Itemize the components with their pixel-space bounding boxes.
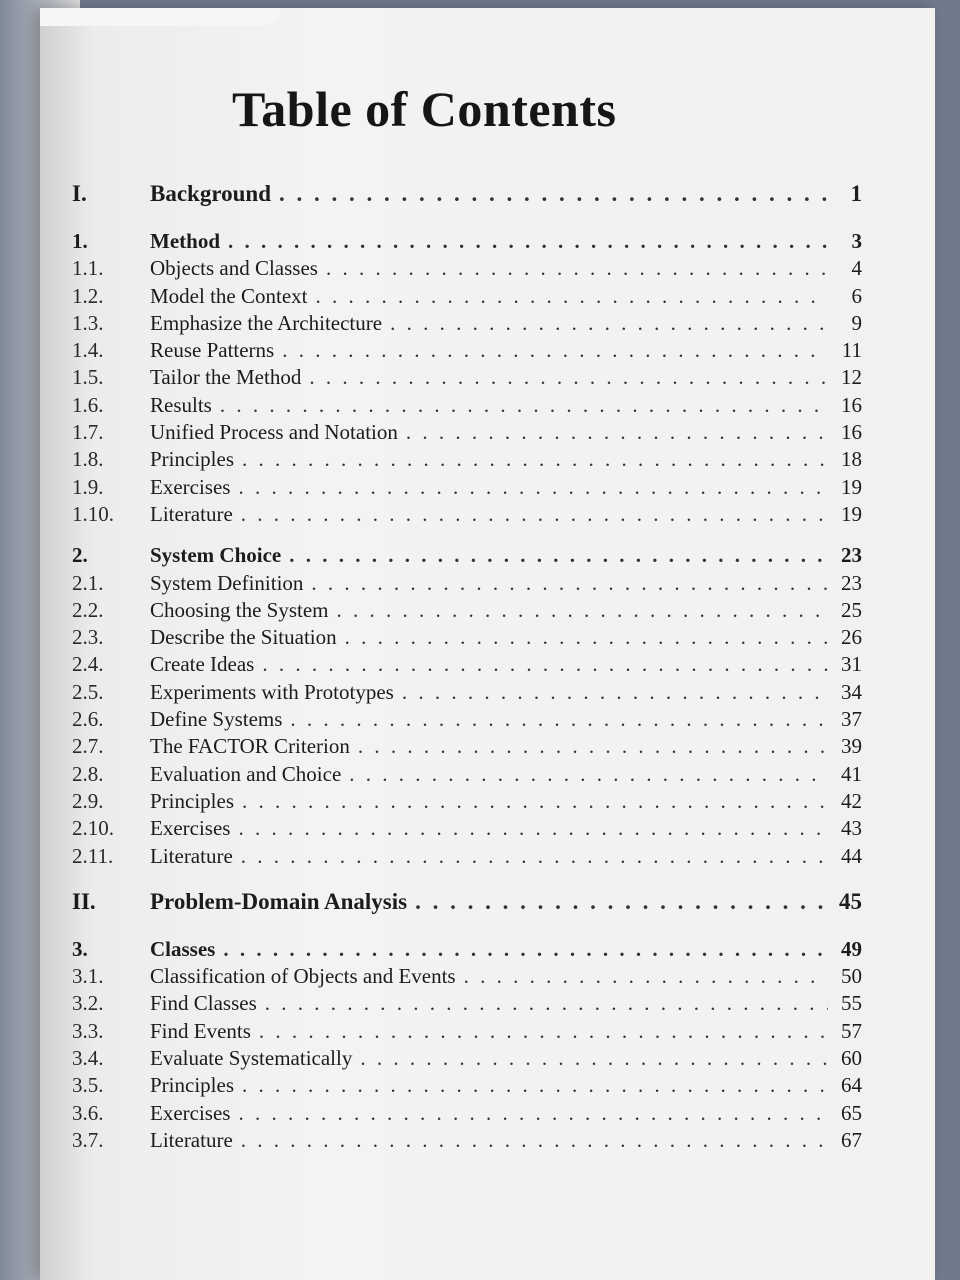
toc-entry-title: Literature xyxy=(150,501,233,526)
toc-entry-section xyxy=(72,597,862,624)
dot-leader xyxy=(390,310,828,337)
toc-entry-number: II. xyxy=(72,888,96,914)
toc-entry-title: Find Events xyxy=(150,1018,251,1043)
toc-entry-page-number: 26 xyxy=(841,625,862,650)
toc-entry-number: 1. xyxy=(72,229,88,253)
dot-leader xyxy=(262,651,828,678)
toc-entry-number: 1.2. xyxy=(72,283,104,308)
toc-entry-section xyxy=(72,679,862,706)
dot-leader xyxy=(242,446,828,473)
toc-entry-number: 1.9. xyxy=(72,474,104,499)
toc-entry-section xyxy=(72,501,862,528)
toc-entry-section xyxy=(72,255,862,282)
toc-entry-section xyxy=(72,706,862,733)
toc-entry-title: Reuse Patterns xyxy=(150,338,275,363)
toc-entry-section xyxy=(72,392,862,419)
toc-entry-page-number: 16 xyxy=(841,392,862,417)
dot-leader xyxy=(309,364,828,391)
toc-entry-number: 2.4. xyxy=(72,652,104,677)
toc-entry-number: 1.10. xyxy=(72,501,114,526)
dot-leader xyxy=(265,990,828,1017)
toc-entry-section xyxy=(72,1018,862,1045)
toc-entry-section xyxy=(72,364,862,391)
toc-entry-number: 2. xyxy=(72,543,88,568)
toc-entry-number: 2.9. xyxy=(72,788,104,813)
toc-entry-number: 2.11. xyxy=(72,843,114,868)
dot-leader xyxy=(360,1045,828,1072)
toc-entry-page-number: 55 xyxy=(841,991,862,1016)
toc-entry-number: 2.2. xyxy=(72,597,104,622)
toc-entry-section xyxy=(72,788,862,815)
toc-entry-page-number: 50 xyxy=(841,964,862,989)
toc-entry-title: Find Classes xyxy=(150,991,257,1016)
toc-entry-section xyxy=(72,1045,862,1072)
dot-leader xyxy=(290,706,828,733)
dot-leader xyxy=(238,1100,828,1127)
dot-leader xyxy=(279,180,828,207)
page-title: Table of Contents xyxy=(232,81,617,137)
dot-leader xyxy=(311,570,828,597)
toc-entry-page-number: 37 xyxy=(841,707,862,732)
toc-entry-number: 3. xyxy=(72,936,88,961)
toc-entry-title: System Choice xyxy=(150,543,282,568)
toc-entry-number: 3.2. xyxy=(72,991,104,1016)
toc-entry-part xyxy=(72,888,862,922)
toc-entry-page-number: 43 xyxy=(841,816,862,841)
dot-leader xyxy=(326,255,828,282)
toc-entry-section xyxy=(72,310,862,337)
toc-list xyxy=(72,180,862,1154)
toc-entry-section xyxy=(72,651,862,678)
toc-entry-page-number: 57 xyxy=(841,1018,862,1043)
toc-entry-title: The FACTOR Criterion xyxy=(150,734,350,759)
toc-entry-page-number: 16 xyxy=(841,420,862,445)
toc-entry-title: Results xyxy=(150,392,212,417)
toc-entry-page-number: 3 xyxy=(851,229,862,253)
toc-entry-number: 2.7. xyxy=(72,734,104,759)
toc-entry-page-number: 64 xyxy=(841,1073,862,1098)
dot-leader xyxy=(282,337,828,364)
toc-entry-title: Classes xyxy=(150,936,216,961)
toc-entry-page-number: 60 xyxy=(841,1046,862,1071)
toc-entry-title: Problem-Domain Analysis xyxy=(150,888,408,914)
toc-entry-page-number: 23 xyxy=(841,543,862,568)
toc-entry-number: 1.4. xyxy=(72,338,104,363)
toc-entry-title: Principles xyxy=(150,1073,234,1098)
toc-entry-title: System Definition xyxy=(150,570,304,595)
toc-entry-section xyxy=(72,337,862,364)
toc-entry-chapter xyxy=(72,542,862,569)
toc-entry-title: Model the Context xyxy=(150,283,308,308)
toc-entry-title: Literature xyxy=(150,843,233,868)
toc-entry-page-number: 67 xyxy=(841,1127,862,1152)
toc-entry-page-number: 41 xyxy=(841,761,862,786)
toc-entry-title: Define Systems xyxy=(150,707,283,732)
toc-entry-page-number: 19 xyxy=(841,474,862,499)
toc-entry-page-number: 45 xyxy=(839,888,862,914)
toc-entry-part xyxy=(72,180,862,214)
toc-entry-section xyxy=(72,815,862,842)
toc-entry-number: 2.3. xyxy=(72,625,104,650)
toc-entry-title: Experiments with Prototypes xyxy=(150,679,394,704)
toc-entry-section xyxy=(72,474,862,501)
toc-entry-number: 2.10. xyxy=(72,816,114,841)
dot-leader xyxy=(238,815,828,842)
toc-entry-page-number: 1 xyxy=(850,181,862,206)
toc-entry-title: Exercises xyxy=(150,816,231,841)
toc-entry-title: Tailor the Method xyxy=(150,365,302,390)
toc-entry-title: Principles xyxy=(150,788,234,813)
dot-leader xyxy=(406,419,828,446)
toc-entry-title: Evaluate Systematically xyxy=(150,1046,353,1071)
toc-entry-number: 2.5. xyxy=(72,679,104,704)
dot-leader xyxy=(238,474,828,501)
dot-leader xyxy=(345,624,828,651)
dot-leader xyxy=(241,1127,828,1154)
dot-leader xyxy=(242,1072,828,1099)
toc-entry-number: 2.6. xyxy=(72,707,104,732)
dot-leader xyxy=(415,888,828,915)
toc-entry-section xyxy=(72,570,862,597)
toc-entry-number: 3.6. xyxy=(72,1100,104,1125)
toc-entry-number: 3.5. xyxy=(72,1073,104,1098)
toc-entry-number: 1.1. xyxy=(72,256,104,281)
toc-entry-number: 2.8. xyxy=(72,761,104,786)
dot-leader xyxy=(228,228,828,255)
toc-entry-title: Exercises xyxy=(150,474,231,499)
toc-entry-number: 3.3. xyxy=(72,1018,104,1043)
toc-entry-page-number: 4 xyxy=(851,256,862,281)
toc-entry-title: Classification of Objects and Events xyxy=(150,964,456,989)
dot-leader xyxy=(241,843,828,870)
toc-entry-page-number: 11 xyxy=(841,338,862,363)
toc-entry-title: Exercises xyxy=(150,1100,231,1125)
toc-entry-title: Create Ideas xyxy=(150,652,255,677)
page-corner xyxy=(40,8,280,26)
toc-entry-number: 3.7. xyxy=(72,1127,104,1152)
toc-entry-page-number: 25 xyxy=(841,597,862,622)
toc-entry-page-number: 9 xyxy=(851,310,862,335)
toc-entry-section xyxy=(72,963,862,990)
toc-entry-title: Choosing the System xyxy=(150,597,329,622)
toc-entry-chapter xyxy=(72,228,862,255)
toc-entry-title: Literature xyxy=(150,1127,233,1152)
toc-entry-section xyxy=(72,1100,862,1127)
toc-entry-section xyxy=(72,990,862,1017)
toc-entry-page-number: 23 xyxy=(841,570,862,595)
dot-leader xyxy=(259,1018,828,1045)
toc-entry-page-number: 34 xyxy=(841,679,862,704)
toc-entry-number: 3.1. xyxy=(72,964,104,989)
toc-entry-section xyxy=(72,843,862,870)
toc-entry-page-number: 18 xyxy=(841,447,862,472)
toc-entry-section xyxy=(72,446,862,473)
toc-entry-title: Evaluation and Choice xyxy=(150,761,342,786)
toc-entry-page-number: 12 xyxy=(841,365,862,390)
toc-entry-title: Unified Process and Notation xyxy=(150,420,398,445)
toc-entry-page-number: 42 xyxy=(841,788,862,813)
dot-leader xyxy=(223,936,828,963)
dot-leader xyxy=(337,597,828,624)
toc-entry-number: 1.3. xyxy=(72,310,104,335)
toc-entry-page-number: 44 xyxy=(841,843,862,868)
toc-entry-page-number: 19 xyxy=(841,501,862,526)
dot-leader xyxy=(402,679,828,706)
toc-entry-section xyxy=(72,283,862,310)
toc-entry-section xyxy=(72,733,862,760)
toc-entry-page-number: 49 xyxy=(841,936,862,961)
toc-entry-section xyxy=(72,761,862,788)
toc-entry-title: Principles xyxy=(150,447,234,472)
toc-entry-number: 1.6. xyxy=(72,392,104,417)
toc-entry-title: Method xyxy=(150,229,220,253)
dot-leader xyxy=(349,761,828,788)
dot-leader xyxy=(315,283,828,310)
toc-entry-number: 1.7. xyxy=(72,420,104,445)
toc-entry-section xyxy=(72,624,862,651)
toc-entry-title: Describe the Situation xyxy=(150,625,337,650)
toc-entry-title: Background xyxy=(150,181,272,206)
toc-entry-title: Objects and Classes xyxy=(150,256,318,281)
toc-entry-page-number: 39 xyxy=(841,734,862,759)
toc-entry-number: 1.5. xyxy=(72,365,104,390)
dot-leader xyxy=(220,392,828,419)
toc-entry-number: 2.1. xyxy=(72,570,104,595)
toc-entry-title: Emphasize the Architecture xyxy=(150,310,383,335)
toc-entry-section xyxy=(72,1072,862,1099)
toc-entry-page-number: 65 xyxy=(841,1100,862,1125)
dot-leader xyxy=(241,501,828,528)
toc-entry-page-number: 31 xyxy=(841,652,862,677)
toc-entry-number: I. xyxy=(72,181,87,206)
toc-entry-number: 1.8. xyxy=(72,447,104,472)
dot-leader xyxy=(358,733,828,760)
toc-entry-chapter xyxy=(72,936,862,963)
toc-entry-number: 3.4. xyxy=(72,1046,104,1071)
dot-leader xyxy=(289,542,828,569)
toc-entry-page-number: 6 xyxy=(851,283,862,308)
toc-entry-section xyxy=(72,419,862,446)
toc-entry-section xyxy=(72,1127,862,1154)
dot-leader xyxy=(464,963,828,990)
dot-leader xyxy=(242,788,828,815)
